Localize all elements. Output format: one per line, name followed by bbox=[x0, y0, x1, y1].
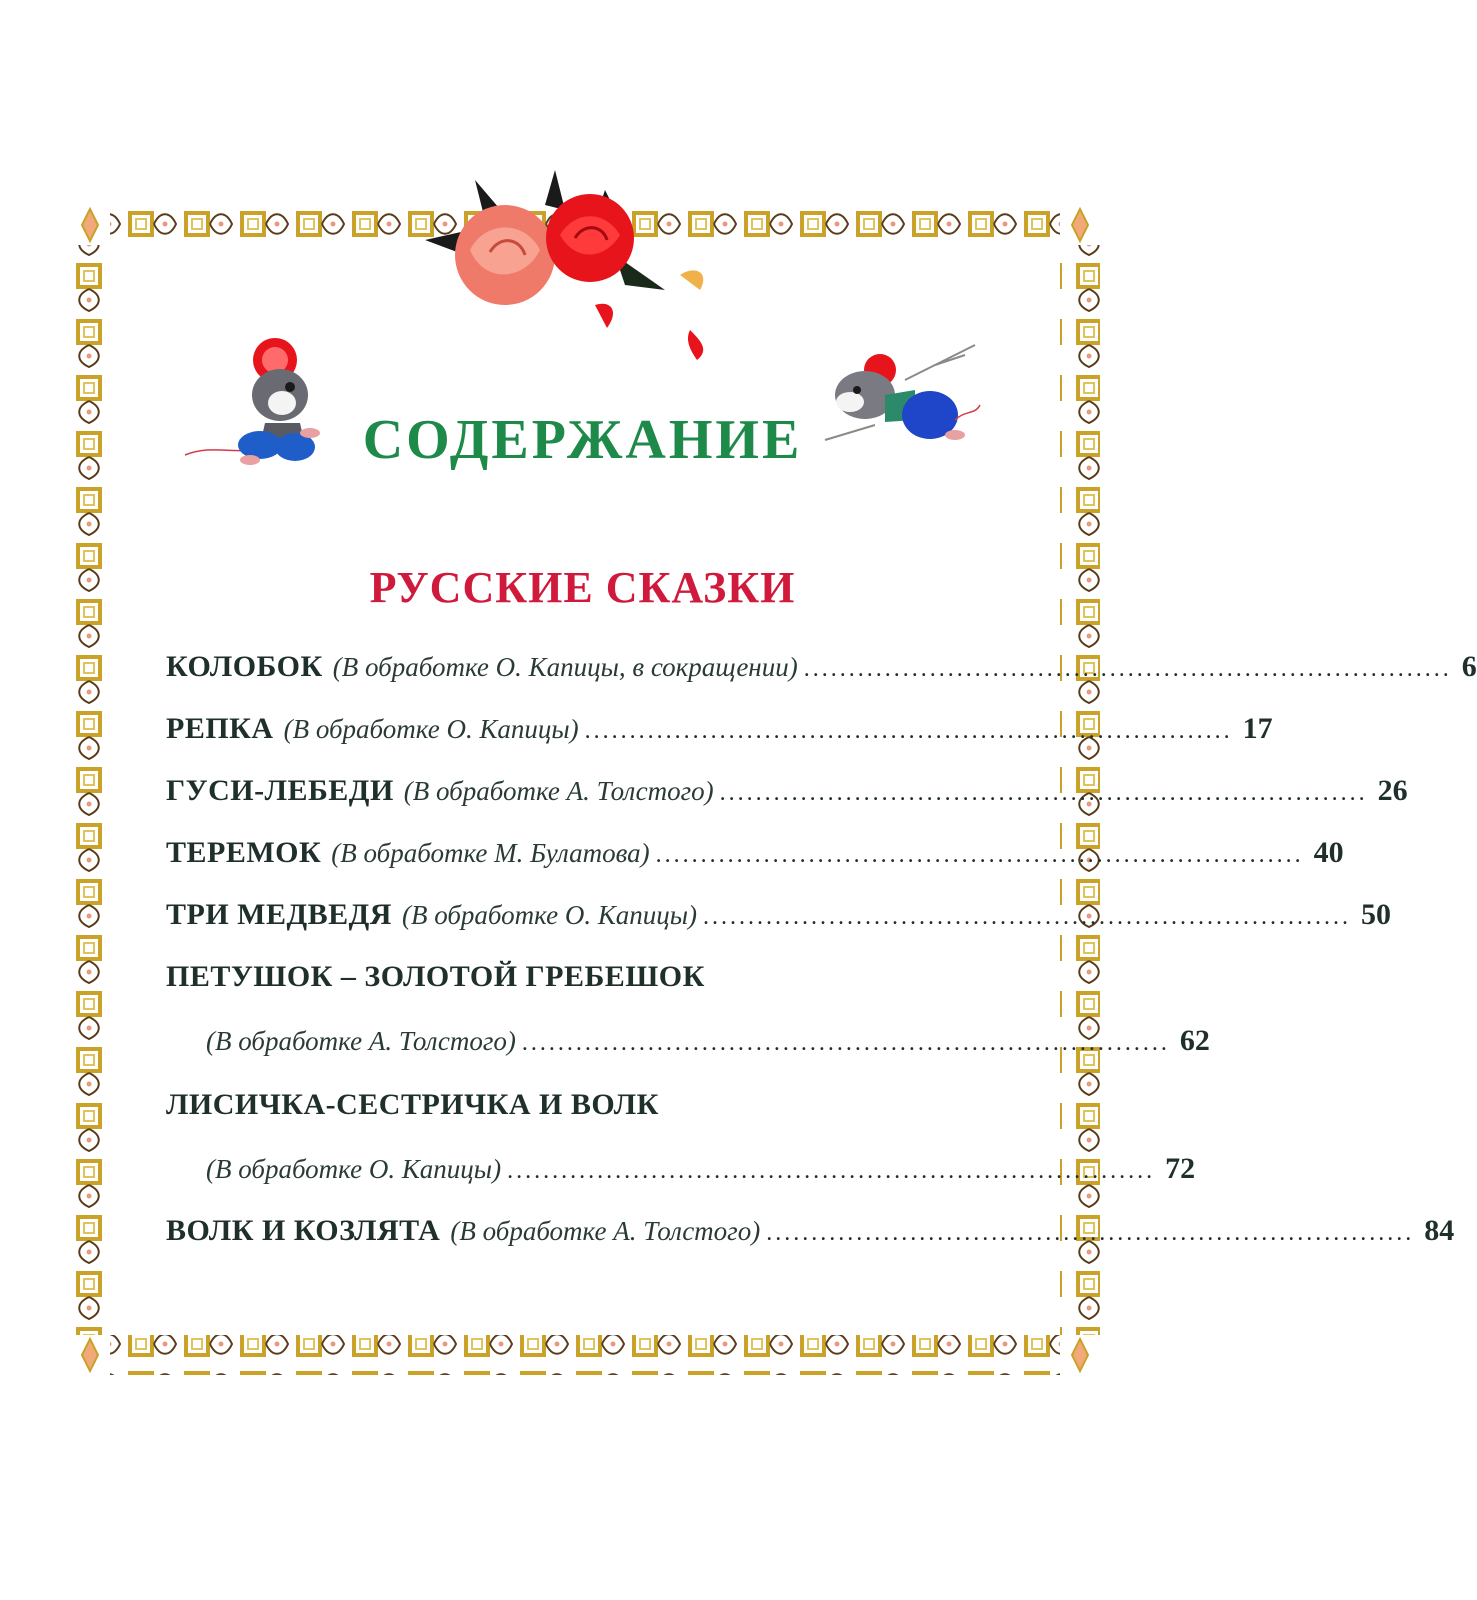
entry-title: ТЕРЕМОК bbox=[166, 836, 322, 869]
page-number: 62 bbox=[1179, 1024, 1210, 1057]
toc-entry[interactable] bbox=[166, 1214, 1455, 1254]
entry-note: (В обработке О. Капицы) bbox=[401, 900, 698, 930]
entry-note: (В обработке О. Капицы) bbox=[206, 1154, 502, 1184]
page-title: СОДЕРЖАНИЕ bbox=[362, 409, 803, 471]
toc-entry[interactable] bbox=[166, 898, 1392, 938]
page-number: 6 bbox=[1461, 650, 1477, 683]
toc-entry-detail[interactable] bbox=[196, 1152, 1196, 1192]
entry-title: ЛИСИЧКА-СЕСТРИЧКА И ВОЛК bbox=[166, 1088, 659, 1121]
toc-entry[interactable] bbox=[166, 774, 1408, 814]
leader-dots: ........................................................................ bbox=[521, 1030, 1170, 1056]
leader-dots: ........................................................................ bbox=[655, 842, 1304, 868]
toc-entry-heading[interactable] bbox=[166, 1088, 986, 1128]
leader-dots: ........................................................................ bbox=[507, 1158, 1156, 1184]
entry-title: ПЕТУШОК – ЗОЛОТОЙ ГРЕБЕШОК bbox=[166, 960, 705, 993]
leader-dots: ........................................................................ bbox=[766, 1220, 1415, 1246]
entry-note: (В обработке А. Толстого) bbox=[450, 1216, 761, 1246]
page-number: 72 bbox=[1165, 1152, 1196, 1185]
leader-dots: ........................................................................ bbox=[584, 718, 1233, 744]
toc-entry[interactable] bbox=[166, 650, 1477, 690]
entry-note: (В обработке О. Капицы, в сокращении) bbox=[332, 652, 798, 682]
entry-note: (В обработке М. Булатова) bbox=[331, 838, 650, 868]
entry-title: КОЛОБОК bbox=[166, 650, 323, 683]
leader-dots: ........................................................................ bbox=[719, 780, 1368, 806]
page-number: 17 bbox=[1242, 712, 1273, 745]
entry-note: (В обработке А. Толстого) bbox=[403, 776, 714, 806]
entry-title: ТРИ МЕДВЕДЯ bbox=[166, 898, 392, 931]
roses-illustration bbox=[425, 160, 735, 360]
leader-dots: ........................................................................ bbox=[703, 904, 1352, 930]
page-number: 26 bbox=[1377, 774, 1408, 807]
toc-entry[interactable] bbox=[166, 836, 1344, 876]
page-number: 50 bbox=[1361, 898, 1392, 931]
section-title: РУССКИЕ СКАЗКИ bbox=[369, 563, 796, 612]
entry-note: (В обработке А. Толстого) bbox=[206, 1026, 516, 1056]
page-number: 40 bbox=[1313, 836, 1344, 869]
toc-entry-detail[interactable] bbox=[196, 1024, 1210, 1064]
entry-title: ГУСИ-ЛЕБЕДИ bbox=[166, 774, 394, 807]
leader-dots: ........................................................................ bbox=[803, 656, 1452, 682]
entry-note: (В обработке О. Капицы) bbox=[283, 714, 579, 744]
toc-entry-heading[interactable] bbox=[166, 960, 986, 1000]
entry-title: РЕПКА bbox=[166, 712, 274, 745]
page-number: 84 bbox=[1424, 1214, 1455, 1247]
toc-entry[interactable] bbox=[166, 712, 1273, 752]
entry-title: ВОЛК И КОЗЛЯТА bbox=[166, 1214, 441, 1247]
